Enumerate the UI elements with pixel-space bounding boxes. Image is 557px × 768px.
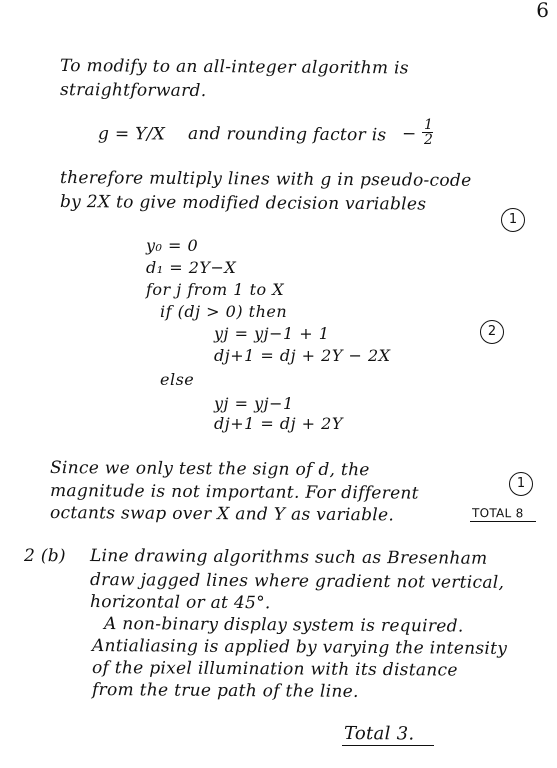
- part-2b-line-4: A non-binary display system is required.: [103, 614, 464, 637]
- since-line-2: magnitude is not important. For different: [49, 481, 419, 504]
- code-line-4: if (dj > 0) then: [160, 302, 288, 321]
- code-line-8: yj = yj−1: [214, 394, 294, 413]
- total-8: TOTAL 8: [471, 506, 524, 521]
- code-line-3: for j from 1 to X: [146, 280, 285, 299]
- code-line-6: dj+1 = dj + 2Y − 2X: [214, 346, 391, 365]
- since-line-3: octants swap over X and Y as variable.: [49, 503, 395, 526]
- part-2b-label: 2 (b): [23, 546, 66, 567]
- total-bottom-underline: [342, 745, 434, 746]
- factor-sign: −: [401, 124, 417, 145]
- intro-line-2: straightforward.: [59, 80, 207, 102]
- code-line-5: yj = yj−1 + 1: [214, 324, 330, 343]
- part-2b-line-7: from the true path of the line.: [91, 680, 359, 702]
- mark-circle-1: 1: [501, 208, 525, 232]
- mark-circle-3: 1: [509, 472, 533, 496]
- part-2b-line-6: of the pixel illumination with its distance: [91, 658, 458, 681]
- factor-numerator: 1: [424, 117, 433, 133]
- factor-denominator: 2: [424, 132, 433, 148]
- therefore-line-1: therefore multiply lines with g in pseudo-code: [59, 168, 472, 191]
- rounding-factor-text: and rounding factor is: [187, 124, 387, 146]
- page-number: 6: [536, 0, 549, 22]
- total-bottom: Total 3.: [343, 723, 415, 745]
- total-8-underline: [470, 521, 536, 522]
- code-line-7: else: [160, 370, 195, 389]
- code-line-2: d₁ = 2Y−X: [146, 258, 237, 277]
- since-line-1: Since we only test the sign of d, the: [49, 458, 370, 481]
- intro-line-1: To modify to an all-integer algorithm is: [59, 56, 409, 79]
- gradient-formula: g = Y/X: [97, 124, 166, 145]
- mark-circle-2: 2: [480, 320, 504, 344]
- therefore-line-2: by 2X to give modified decision variables: [59, 192, 427, 215]
- code-line-9: dj+1 = dj + 2Y: [214, 414, 343, 433]
- part-2b-line-2: draw jagged lines where gradient not vertical,: [89, 570, 505, 593]
- part-2b-line-5: Antialiasing is applied by varying the intensity: [91, 636, 508, 659]
- part-2b-line-1: Line drawing algorithms such as Bresenham: [89, 546, 488, 569]
- part-2b-line-3: horizontal or at 45°.: [89, 592, 271, 614]
- code-line-1: y₀ = 0: [146, 236, 199, 255]
